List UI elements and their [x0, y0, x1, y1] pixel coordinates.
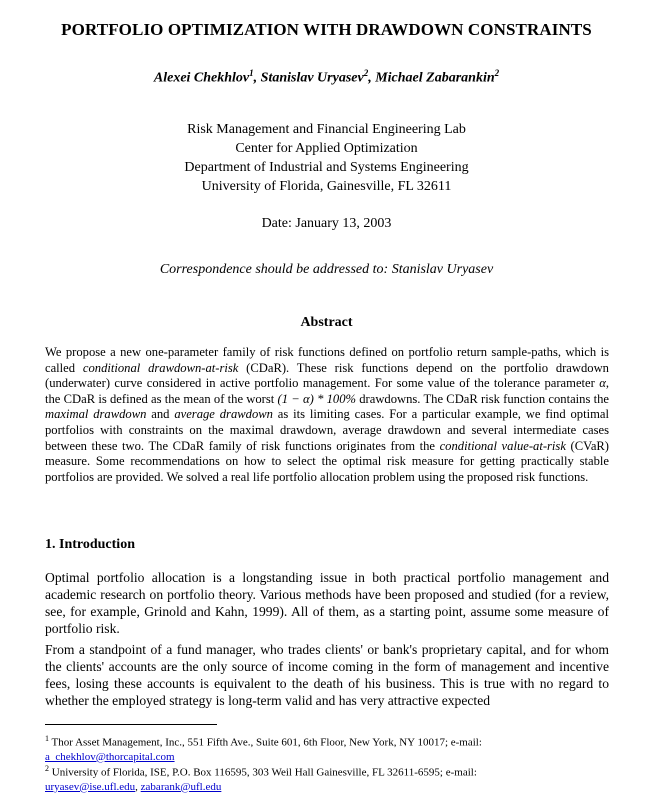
math-expression: (1 − α) * 100% [277, 391, 356, 406]
affiliation-block [0, 120, 653, 196]
email-link[interactable]: a_chekhlov@thorcapital.com [45, 750, 175, 763]
paper-date: Date: January 13, 2003 [261, 216, 392, 231]
abstract-heading: Abstract [300, 315, 353, 330]
section-heading: 1. Introduction [45, 537, 135, 552]
affiliation-line: Risk Management and Financial Engineering Lab [187, 122, 466, 137]
paragraph: Optimal portfolio allocation is a longstanding issue in both practical portfolio management and academic research on portfolio theory. Various methods have been proposed and studied (for a review, see, for example, Grinold and Kahn, 1999). All of them, as a starting point, assume some measure of portfolio risk. [45, 570, 609, 636]
author-list: Alexei Chekhlov$^1$, Stanislav Uryasev$^2$, Michael Zabarankin$^2$ [153, 68, 500, 86]
footnote-mark: 2 [45, 764, 49, 773]
paragraph: From a standpoint of a fund manager, who trades clients' or bank's proprietary capital, and for whom the clients' accounts are the only source of income coming in the form of management and incentive fees, losing these accounts is equivalent to the death of his business. This is true with no regard to whether the employed strategy is long-term valid and has very attractive expected [45, 642, 609, 708]
affiliation-line: Department of Industrial and Systems Engineering [184, 160, 469, 175]
author-mark: 2 [494, 68, 500, 78]
footnote: $^2$ University of Florida, ISE, P.O. Box 116595, 303 Weil Hall Gainesville, FL 32611-6595; e-mail: uryasev@ise.ufl.edu, zabarank@ufl.edu [45, 764, 477, 793]
affiliation-line: Center for Applied Optimization [235, 141, 418, 156]
abstract-body: We propose a new one-parameter family of risk functions defined on portfolio return sample-paths, which is called conditional drawdown-at-risk (CDaR). These risk functions depend on the portfolio drawdown (underwater) curve considered in active portfolio management. For some value of the tolerance parameter α, the CDaR is defined as the mean of the worst (1 − α) * 100% drawdowns. The CDaR risk function contains the maximal drawdown and average drawdown as its limiting cases. For a particular example, we find optimal portfolios with constraints on the maximal drawdown, average drawdown and several intermediate cases between these two. The CDaR family of risk functions originates from the conditional value-at-risk (CVaR) measure. Some recommendations on how to select the optimal risk measure for getting practically stable portfolios are provided. We solved a real life portfolio allocation problem using the proposed risk functions. [45, 345, 609, 484]
author-name: Alexei Chekhlov [153, 70, 250, 86]
email-link[interactable]: zabarank@ufl.edu [140, 780, 222, 793]
author-mark: 1 [249, 68, 254, 78]
correspondence-note: Correspondence should be addressed to: Stanislav Uryasev [159, 262, 494, 277]
footnote-mark: 1 [45, 734, 49, 743]
email-link[interactable]: uryasev@ise.ufl.edu [45, 780, 136, 793]
alpha-symbol: α [599, 376, 606, 391]
footnote: $^1$ Thor Asset Management, Inc., 551 Fifth Ave., Suite 601, 6th Floor, New York, NY 10017; e-mail: a_chekhlov@thorcapital.com [45, 734, 482, 763]
footnote-rule [45, 724, 217, 725]
author-mark: 2 [363, 68, 369, 78]
author-name: Stanislav Uryasev [260, 70, 364, 86]
affiliation-line: University of Florida, Gainesville, FL 32611 [201, 179, 452, 194]
author-name: Michael Zabarankin [375, 70, 495, 86]
paper-title: PORTFOLIO OPTIMIZATION WITH DRAWDOWN CONSTRAINTS [61, 20, 592, 39]
